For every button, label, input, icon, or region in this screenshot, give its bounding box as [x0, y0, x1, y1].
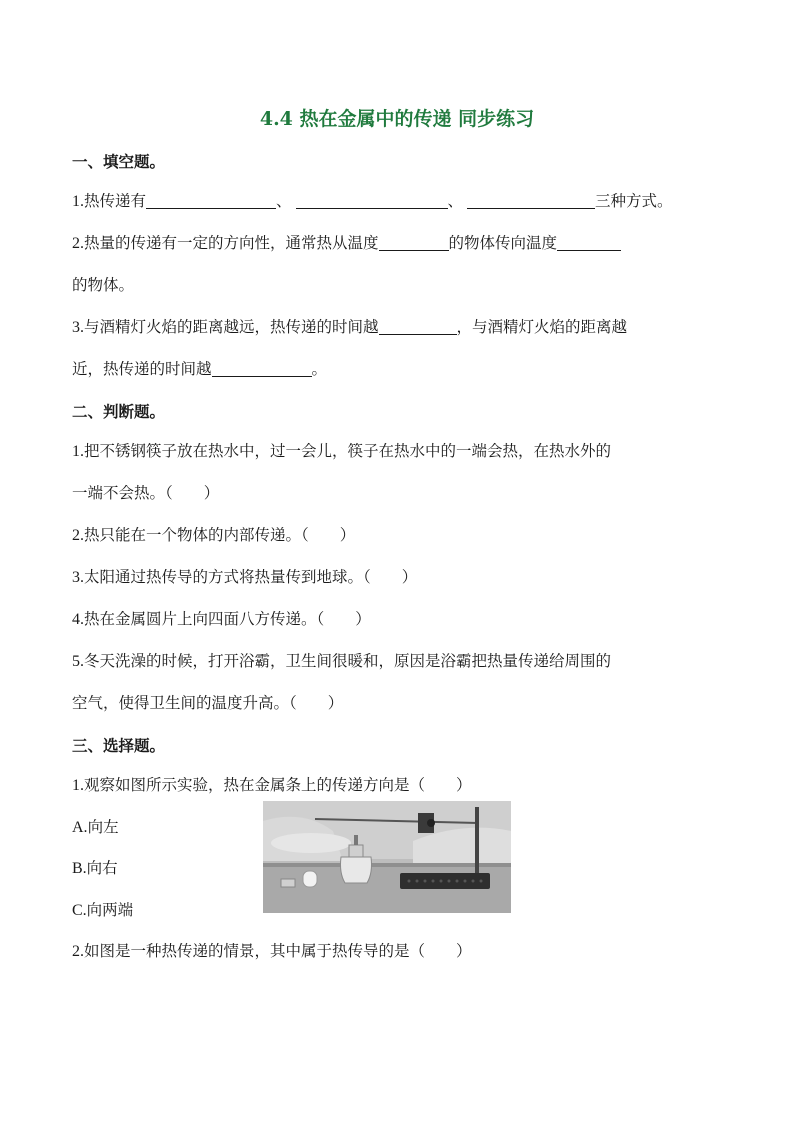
fill-question-2-cont: [72, 274, 724, 296]
answer-blank[interactable]: [146, 192, 276, 209]
question-text: 太阳通过热传导的方式将热量传到地球。（ ）: [84, 568, 418, 586]
question-text: 如图是一种热传递的情景，其中属于热传导的是（ ）: [84, 942, 472, 960]
option-letter: A.: [72, 819, 88, 836]
question-text: 冬天洗澡的时候，打开浴霸，卫生间很暖和，原因是浴霸把热量传递给周围的: [84, 652, 612, 670]
answer-blank[interactable]: [467, 192, 595, 209]
choice-option-a[interactable]: [72, 816, 232, 839]
question-text: 的物体。: [72, 276, 135, 294]
judge-question-5-cont: [72, 692, 724, 714]
choice-option-c[interactable]: [72, 899, 232, 922]
judge-question-1-cont: [72, 482, 724, 504]
option-letter: B.: [72, 860, 87, 877]
question-text: 近，热传递的时间越: [72, 360, 212, 378]
question-text: 把不锈钢筷子放在热水中，过一会儿，筷子在热水中的一端会热，在热水外的: [84, 442, 612, 460]
question-text: 三种方式。: [595, 192, 673, 210]
question-text: 一端不会热。（ ）: [72, 484, 220, 502]
question-text: 的物体传向温度: [448, 234, 558, 252]
answer-blank[interactable]: [379, 234, 449, 251]
question-text: 空气，使得卫生间的温度升高。（ ）: [72, 694, 344, 712]
separator: 、: [276, 192, 292, 210]
choice-question-2: [72, 940, 724, 963]
judge-question-4: [72, 608, 724, 631]
option-text: 向左: [87, 818, 119, 836]
choice-option-b[interactable]: [72, 857, 232, 880]
question-number: 1.: [72, 777, 84, 794]
question-number: 3.: [72, 319, 84, 336]
question-number: 1.: [72, 193, 84, 210]
fill-question-3-cont: [72, 358, 724, 380]
judge-question-5: [72, 650, 724, 673]
question-number: 5.: [72, 653, 84, 670]
answer-blank[interactable]: [557, 234, 621, 251]
page-title: 4.4 热在金属中的传递 同步练习: [259, 108, 535, 130]
separator: 、: [447, 192, 464, 210]
question-text: 热只能在一个物体的内部传递。（ ）: [84, 526, 356, 544]
judge-question-1: [72, 440, 724, 463]
fill-question-3: [72, 316, 724, 339]
fill-question-2: [72, 232, 724, 255]
answer-blank[interactable]: [212, 360, 312, 377]
experiment-photo: [263, 801, 511, 913]
question-text: 与酒精灯火焰的距离越远，热传递的时间越: [84, 318, 379, 336]
question-text: 。: [311, 360, 328, 378]
question-number: 2.: [72, 235, 84, 252]
question-number: 4.: [72, 611, 84, 628]
section-choice-heading: 三、选择题。: [72, 737, 166, 755]
option-text: 向右: [86, 859, 118, 877]
question-text: 热传递有: [84, 192, 147, 210]
judge-question-2: [72, 524, 724, 547]
question-number: 3.: [72, 569, 84, 586]
answer-blank[interactable]: [379, 318, 457, 335]
option-letter: C.: [72, 902, 87, 919]
question-text: 观察如图所示实验，热在金属条上的传递方向是（ ）: [84, 776, 472, 794]
option-text: 向两端: [86, 901, 134, 919]
judge-question-3: [72, 566, 724, 589]
answer-blank[interactable]: [296, 192, 448, 209]
question-number: 1.: [72, 443, 84, 460]
choice-question-1: [72, 774, 724, 797]
question-number: 2.: [72, 527, 84, 544]
question-number: 2.: [72, 943, 84, 960]
question-text: 热量的传递有一定的方向性，通常热从温度: [84, 234, 379, 252]
fill-question-1: [72, 190, 724, 213]
question-text: 热在金属圆片上向四面八方传递。（ ）: [84, 610, 371, 628]
experiment-illustration: [263, 801, 511, 913]
section-judge-heading: 二、判断题。: [72, 403, 166, 421]
question-text: ，与酒精灯火焰的距离越: [456, 318, 628, 336]
section-fill-heading: 一、填空题。: [72, 153, 166, 171]
